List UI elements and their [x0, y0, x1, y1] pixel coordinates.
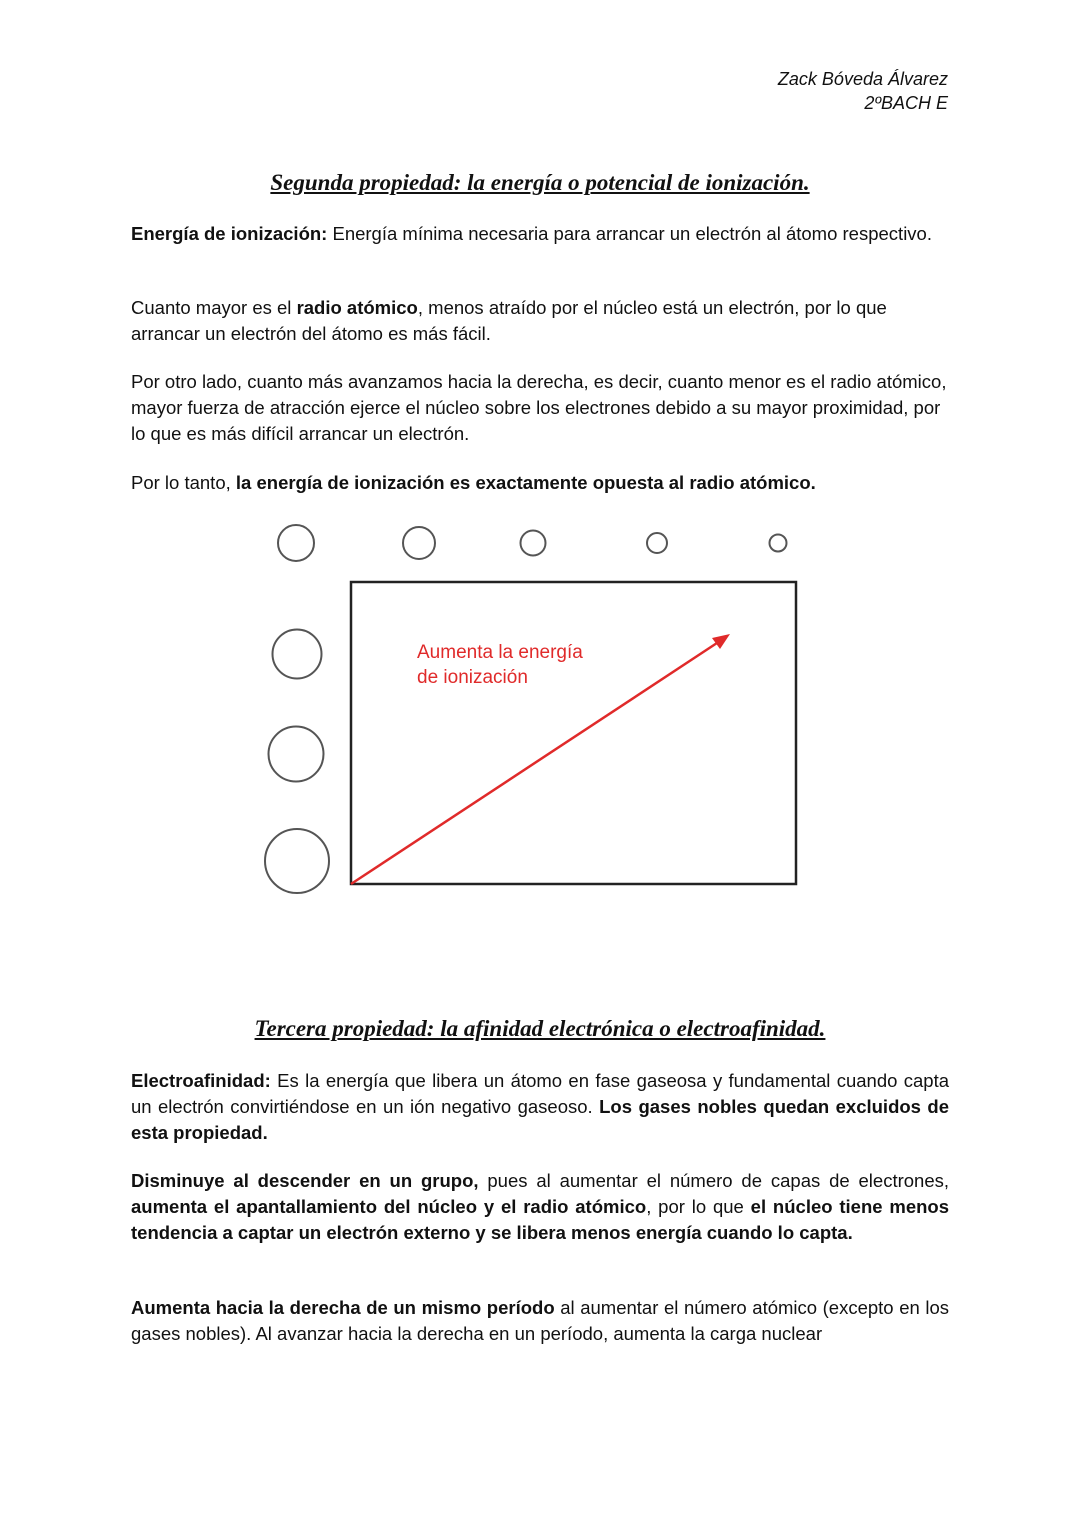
section2-conclusion — [131, 470, 949, 496]
definition-term: Electroafinidad: — [131, 1070, 271, 1091]
paragraph-text: pues al aumentar el número de capas de electrones, — [478, 1170, 950, 1191]
page-header — [778, 67, 948, 115]
paragraph-bold: Disminuye al descender en un grupo, — [131, 1170, 479, 1191]
author-name: Zack Bóveda Álvarez — [777, 69, 948, 89]
paragraph-bold: aumenta el apantallamiento del núcleo y el radio atómico — [131, 1196, 647, 1217]
section3-definition — [131, 1068, 949, 1146]
atom-circle — [647, 533, 667, 553]
paragraph-text: , por lo que — [646, 1196, 751, 1217]
atom-circle — [770, 535, 787, 552]
paragraph-bold: la energía de ionización es exactamente opuesta al radio atómico. — [235, 472, 816, 493]
section3-title: Tercera propiedad: la afinidad electrónica o electroafinidad. — [254, 1016, 826, 1041]
definition-text: Energía mínima necesaria para arrancar un electrón al átomo respectivo. — [327, 223, 932, 244]
paragraph-bold: radio atómico — [296, 297, 418, 318]
paragraph-text: Cuanto mayor es el — [131, 297, 297, 318]
course-label: 2ºBACH E — [864, 93, 948, 113]
paragraph-bold: Aumenta hacia la derecha de un mismo período — [131, 1297, 555, 1318]
section2-paragraph-radius — [131, 295, 949, 347]
definition-text: Es la energía que libera un átomo en fase gaseosa y fundamental cuando capta un electrón convirtiéndose en un ión negativo gaseoso. — [131, 1070, 949, 1117]
atom-circle — [521, 531, 546, 556]
paragraph-text: al aumentar el número atómico (excepto en los gases nobles). Al avanzar hacia la derecha en un período, aumenta la carga nuclear — [131, 1297, 950, 1344]
definition-bold: Los gases nobles quedan excluidos de esta propiedad. — [131, 1096, 949, 1143]
arrow-label-line1: Aumenta la energía — [417, 642, 583, 663]
section2-definition — [131, 221, 949, 247]
arrow-label-line2: de ionización — [417, 667, 528, 688]
ionization-arrow — [351, 641, 720, 884]
paragraph-bold: el núcleo tiene menos tendencia a captar un electrón externo y se libera menos energía cuando lo capta. — [131, 1196, 950, 1243]
section2-paragraph-period: Por otro lado, cuanto más avanzamos hacia la derecha, es decir, cuanto menor es el radio atómico, mayor fuerza de atracción ejerce el núcleo sobre los electrones debido a su mayor proximidad, por lo que es más difícil arrancar un electrón. — [131, 371, 947, 444]
section3-paragraph-period — [131, 1295, 949, 1347]
atom-circle — [403, 527, 435, 559]
ionization-diagram — [250, 515, 810, 905]
atom-circle — [265, 829, 329, 893]
section2-title: Segunda propiedad: la energía o potencial de ionización. — [270, 170, 810, 195]
atom-circle — [273, 630, 322, 679]
section3-paragraph-group — [131, 1168, 949, 1246]
atom-circle — [278, 525, 314, 561]
arrow-head-icon — [712, 634, 730, 649]
paragraph-text: , menos atraído por el núcleo está un electrón, por lo que arrancar un electrón del átomo es más fácil. — [131, 297, 887, 344]
paragraph-text: Por lo tanto, — [131, 472, 236, 493]
atom-circle — [269, 727, 324, 782]
definition-term: Energía de ionización: — [131, 223, 328, 244]
